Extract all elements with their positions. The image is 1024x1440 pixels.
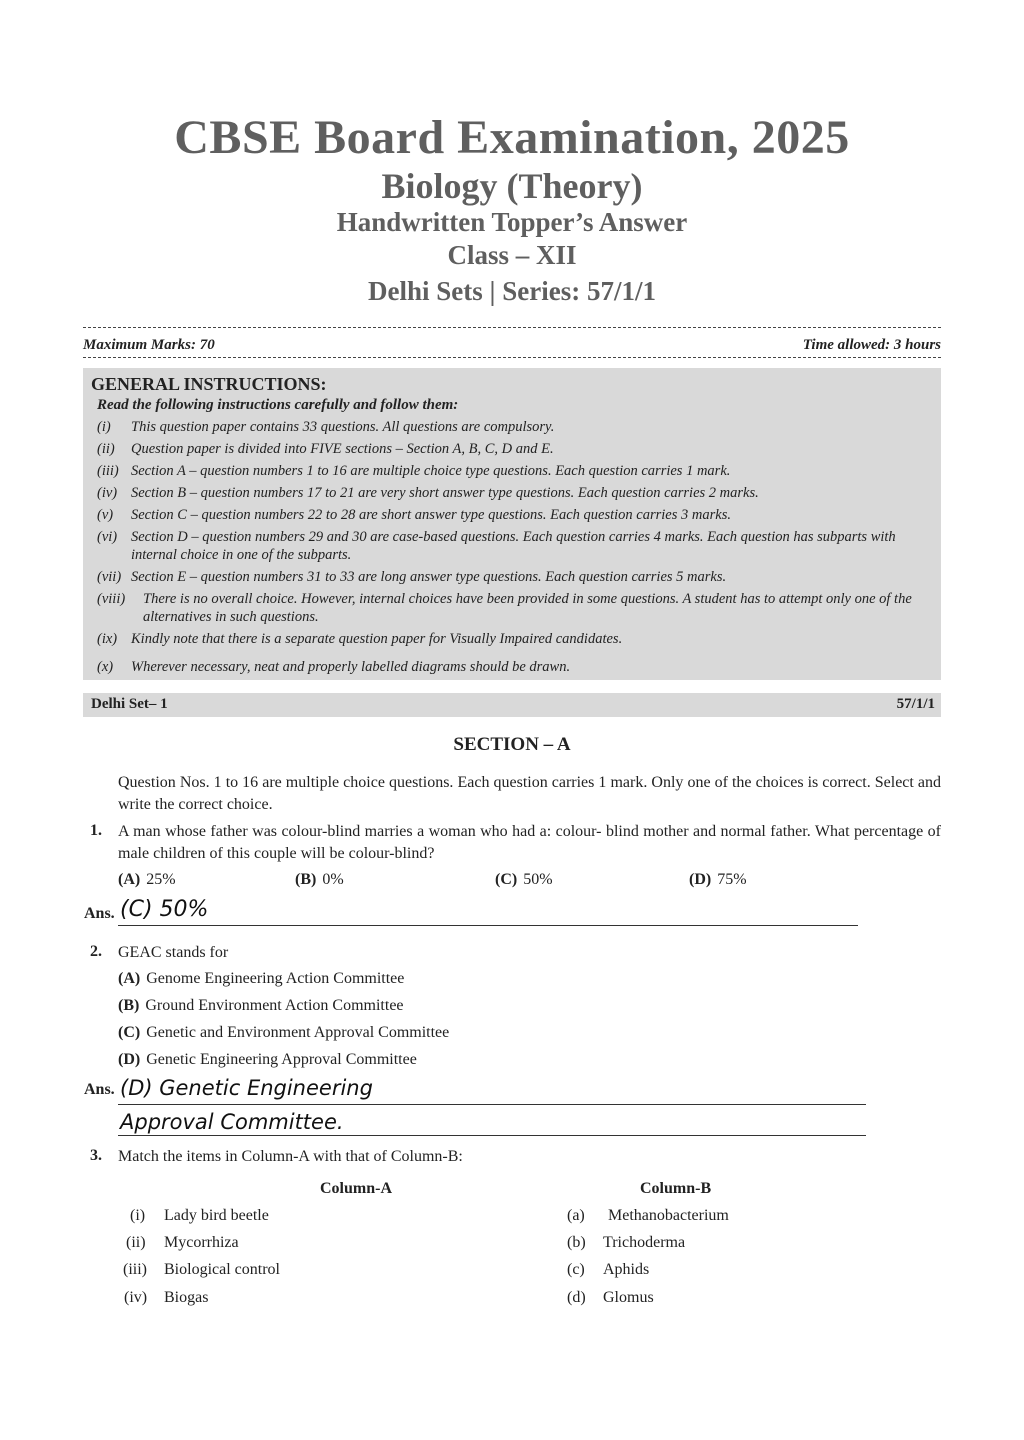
general-instructions (83, 368, 941, 680)
section-intro: Question Nos. 1 to 16 are multiple choice questions. Each question carries 1 mark. Only one of the choices is correct. Select and write the correct choice. (118, 774, 941, 813)
instruction-num: (viii) (97, 591, 126, 607)
option-text: 75% (717, 871, 747, 888)
column-b-num: (b) (567, 1234, 586, 1251)
option-label: (A) (118, 970, 141, 987)
answer-line (118, 925, 858, 926)
option-label: (D) (118, 1051, 141, 1068)
instructions-intro: Read the following instructions carefully and follow them: (97, 397, 459, 413)
column-b-item: Glomus (603, 1289, 654, 1306)
instruction-text: There is no overall choice. However, internal choices have been provided in some questions. A student has to attempt only one of the alternatives in such questions. (143, 591, 912, 625)
instruction-num: (v) (97, 507, 114, 523)
option-label: (A) (118, 871, 141, 888)
option-label: (C) (495, 871, 518, 888)
instruction-num: (vi) (97, 529, 118, 545)
question-number: 3. (90, 1147, 102, 1164)
option-text: Genome Engineering Action Committee (146, 970, 405, 987)
handwritten-answer: (C) 50% (120, 897, 209, 922)
column-a-num: (i) (130, 1207, 146, 1224)
series-label: Delhi Sets | Series: 57/1/1 (368, 276, 656, 306)
paper-type: Handwritten Topper’s Answer (336, 207, 688, 237)
option (118, 997, 404, 1015)
set-code: 57/1/1 (896, 696, 935, 712)
answer-label: Ans. (84, 1081, 115, 1098)
column-a-item: Biogas (164, 1289, 209, 1306)
instruction-text: Section A – question numbers 1 to 16 are multiple choice type questions. Each question carries 1 mark. (131, 463, 731, 479)
option (118, 871, 176, 889)
question-text: A man whose father was colour-blind marries a woman who had a: colour- blind mother and normal father. What percentage of male children of this couple will be colour-blind? (118, 823, 941, 862)
option-text: Genetic Engineering Approval Committee (146, 1051, 417, 1068)
answer-line (118, 1104, 866, 1105)
answer-label: Ans. (84, 905, 115, 922)
option (118, 1051, 417, 1069)
instruction-text: Kindly note that there is a separate question paper for Visually Impaired candidates. (131, 631, 623, 647)
instruction-num: (iv) (97, 485, 118, 501)
marks-row (83, 337, 941, 354)
instruction-text: This question paper contains 33 questions. All questions are compulsory. (131, 419, 555, 435)
column-b-item: Aphids (603, 1261, 650, 1278)
handwritten-answer: (D) Genetic Engineering (120, 1076, 373, 1100)
time-allowed: Time allowed: 3 hours (802, 337, 941, 353)
max-marks: Maximum Marks: 70 (83, 337, 215, 353)
question-number: 1. (90, 822, 102, 839)
instructions-heading: GENERAL INSTRUCTIONS: (91, 374, 327, 394)
column-a-item: Lady bird beetle (164, 1207, 269, 1224)
option (295, 871, 344, 889)
option (118, 970, 404, 988)
option-text: Genetic and Environment Approval Committee (146, 1024, 450, 1041)
column-a-heading: Column-A (320, 1180, 393, 1197)
column-b-num: (a) (567, 1207, 585, 1224)
question-text: Match the items in Column-A with that of Column-B: (118, 1148, 463, 1165)
set-label: Delhi Set– 1 (91, 696, 168, 712)
column-b-heading: Column-B (640, 1180, 712, 1197)
subject-title: Biology (Theory) (381, 166, 643, 206)
option-text: 25% (146, 871, 176, 888)
column-a-num: (ii) (126, 1234, 146, 1251)
column-b-num: (c) (567, 1261, 585, 1278)
question-text: GEAC stands for (118, 944, 229, 961)
column-a-item: Biological control (164, 1261, 280, 1278)
handwritten-answer: Approval Committee. (120, 1110, 344, 1134)
instruction-text: Section C – question numbers 22 to 28 are short answer type questions. Each question carries 3 marks. (131, 507, 731, 523)
class-label: Class – XII (447, 240, 577, 270)
option-label: (B) (118, 997, 140, 1014)
answer-line (118, 1135, 866, 1136)
instruction-text: Section D – question numbers 29 and 30 are case-based questions. Each question carries 4 marks. Each question has subparts with internal choice in one of the subparts. (131, 529, 896, 563)
column-b-num: (d) (567, 1289, 586, 1306)
question-number: 2. (90, 943, 102, 960)
instruction-num: (vii) (97, 569, 122, 585)
instruction-text: Question paper is divided into FIVE sections – Section A, B, C, D and E. (131, 441, 554, 457)
option-text: 50% (523, 871, 553, 888)
section-title: SECTION – A (453, 734, 571, 755)
option-label: (C) (118, 1024, 141, 1041)
exam-title: CBSE Board Examination, 2025 (174, 111, 850, 164)
instruction-text: Section B – question numbers 17 to 21 are very short answer type questions. Each question carries 2 marks. (131, 485, 759, 501)
instruction-num: (ix) (97, 631, 118, 647)
option (118, 1024, 449, 1042)
column-a-num: (iv) (124, 1289, 148, 1306)
divider-bottom (83, 357, 941, 358)
option-label: (B) (295, 871, 317, 888)
instruction-text: Wherever necessary, neat and properly labelled diagrams should be drawn. (131, 659, 571, 675)
column-b-item: Trichoderma (603, 1234, 686, 1251)
column-b-item: Methanobacterium (608, 1207, 729, 1224)
divider-top (83, 327, 941, 328)
option-label: (D) (689, 871, 712, 888)
column-a-item: Mycorrhiza (164, 1234, 239, 1251)
instruction-num: (iii) (97, 463, 119, 479)
option (495, 871, 553, 889)
option-text: Ground Environment Action Committee (145, 997, 404, 1014)
instruction-num: (x) (97, 659, 114, 675)
instruction-text: Section E – question numbers 31 to 33 are long answer type questions. Each question carries 5 marks. (131, 569, 727, 585)
set-bar (83, 693, 941, 717)
instruction-num: (i) (97, 419, 111, 435)
option (689, 871, 747, 889)
option-text: 0% (322, 871, 344, 888)
instruction-num: (ii) (97, 441, 115, 457)
column-a-num: (iii) (123, 1261, 147, 1278)
